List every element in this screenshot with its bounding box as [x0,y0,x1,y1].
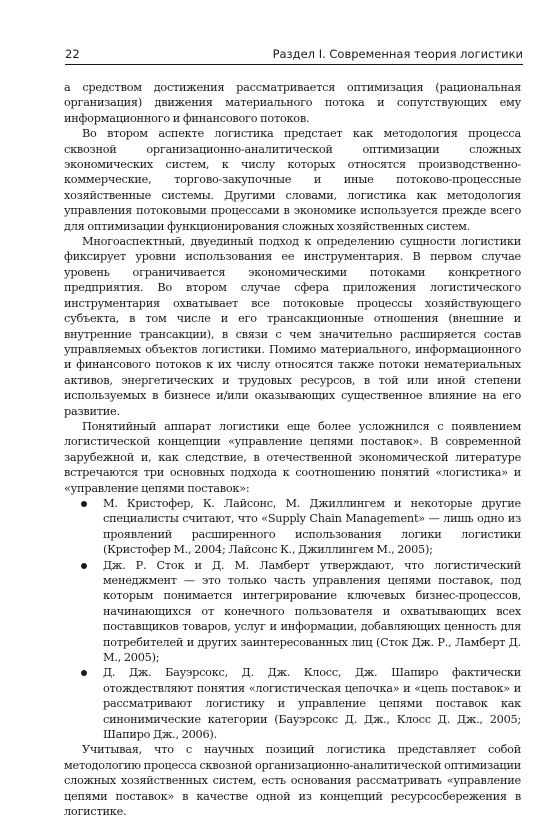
bullet-icon [81,670,87,676]
approaches-list [64,496,521,743]
running-head: Раздел I. Современная теория логистики [272,47,523,61]
bullet-icon [81,563,87,569]
paragraph-second-aspect: Во втором аспекте логистика предстает как методология процесса сквозной организационно-аналитической оптимизации сложных экономических систем, к числу которых относятся производственно-коммерческие, торгово-закупочные и иные потоково-процессные хозяйственные системы. Другими словами, логистика как методология управления потоковыми процессами в экономике используется прежде всего для оптимизации функционирования сложных хозяйственных систем. [64,127,521,233]
paragraph-conceptual-apparatus: Понятийный аппарат логистики еще более усложнился с появлением логистической концепции «управление цепями поставок». В современной зарубежной и, как следствие, в отечественной экономической литературе встречаются три основных подхода к соотношению понятий «логистика» и «управление цепями поставок»: [64,419,521,495]
paragraph-continuation: а средством достижения рассматривается оптимизация (рациональная организация) движения материального потока и сопутствующих ему информационного и финансового потоков. [64,81,521,125]
page-header [65,43,523,63]
list-item [78,496,521,558]
list-item-text: Д. Дж. Бауэрсокс, Д. Дж. Клосс, Дж. Шапиро фактически отождествляют понятия «логистическая цепочка» и «цепь поставок» и рассматривают логистику и управление цепями поставок как синонимические категории (Бауэрсокс Д. Дж., Клосс Д. Дж., 2005; Шапиро Дж., 2006). [103,666,521,742]
header-rule [65,64,523,65]
list-item-text: М. Кристофер, К. Лайсонс, М. Джиллингем и некоторые другие специалисты считают, что «Supply Chain Management» — лишь одно из проявлений расширенного использования логики логистики (Кристофер М., 2004; Лайсонс К., Джиллингем М., 2005); [103,496,521,557]
list-item [78,665,521,742]
body-text [64,80,521,820]
list-item-text: Дж. Р. Сток и Д. М. Ламберт утверждают, что логистический менеджмент — это только часть управления цепями поставок, под которым понимается интегрирование ключевых бизнес-процессов, начинающихся от конечного пользователя и охватывающих всех поставщиков товаров, услуг и информации, добавляющих ценность для потребителей и других заинтересованных лиц (Сток Дж. Р., Ламберт Д. М., 2005); [103,558,521,665]
list-item [78,558,521,666]
paragraph-closing: Учитывая, что с научных позиций логистика представляет собой методологию процесса сквозной организационно-аналитической оптимизации сложных хозяйственных систем, есть основания рассматривать «управление цепями поставок» в качестве одной из концепций ресурсосбережения в логистике. [64,743,521,819]
page-number: 22 [65,47,80,61]
bullet-icon [81,501,87,507]
paragraph-multi-aspect: Многоаспектный, двуединый подход к определению сущности логистики фиксирует уровни использования ее инструментария. В первом случае уровень ограничивается экономическими потоками конкретного предприятия. Во втором случае сфера приложения логистического инструментария охватывает все потоковые процессы хозяйствующего субъекта, в том числе и его трансакционные отношения (внешние и внутренние трансакции), в связи с чем значительно расширяется состав управляемых объектов логистики. Помимо материального, информационного и финансового потоков к их числу относятся также потоки нематериальных активов, энергетических и трудовых ресурсов, в той или иной степени используемых в бизнесе и/или оказывающих существенное влияние на его развитие. [64,235,521,418]
